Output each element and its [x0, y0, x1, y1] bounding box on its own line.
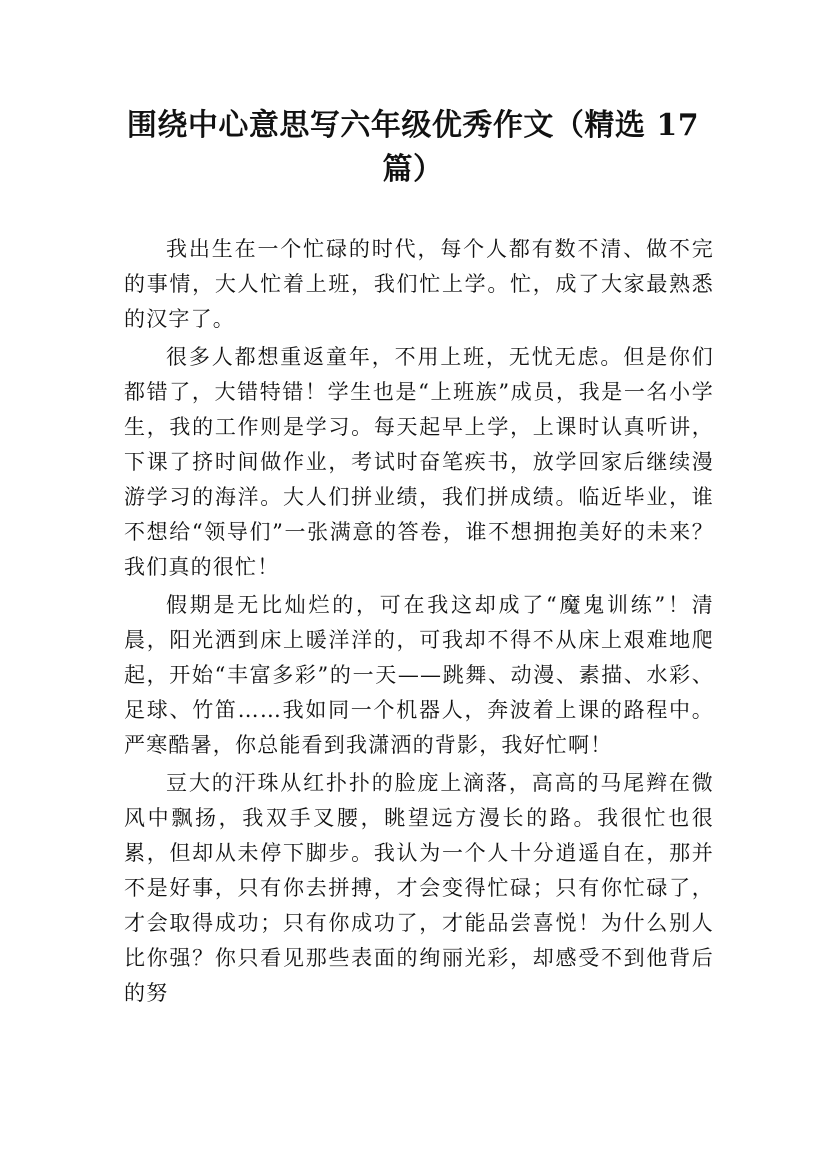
paragraph-1: 我出生在一个忙碌的时代，每个人都有数不清、做不完的事情，大人忙着上班，我们忙上学。忙，成了大家最熟悉的汉字了。	[124, 237, 714, 331]
paragraph-4: 豆大的汗珠从红扑扑的脸庞上滴落，高高的马尾辫在微风中飘扬，我双手叉腰，眺望远方漫长的路。我很忙也很累，但却从未停下脚步。我认为一个人十分逍遥自在，那并不是好事，只有你去拼搏，才会变得忙碌；只有你忙碌了，才会取得成功；只有你成功了，才能品尝喜悦！为什么别人比你强？你只看见那些表面的绚丽光彩，却感受不到他背后的努	[124, 771, 714, 1005]
paragraph-2: 很多人都想重返童年，不用上班，无忧无虑。但是你们都错了，大错特错！学生也是“上班族”成员，我是一名小学生，我的工作则是学习。每天起早上学，上课时认真听讲，下课了挤时间做作业，考试时奋笔疾书，放学回家后继续漫游学习的海洋。大人们拼业绩，我们拼成绩。临近毕业，谁不想给“领导们”一张满意的答卷，谁不想拥抱美好的未来？我们真的很忙！	[124, 345, 714, 579]
paragraph-3: 假期是无比灿烂的，可在我这却成了“魔鬼训练”！清晨，阳光洒到床上暖洋洋的，可我却不得不从床上艰难地爬起，开始“丰富多彩”的一天——跳舞、动漫、素描、水彩、足球、竹笛……我如同一个机器人，奔波着上课的路程中。严寒酷暑，你总能看到我潇洒的背影，我好忙啊！	[124, 593, 714, 757]
document-title: 围绕中心意思写六年级优秀作文（精选 17 篇）	[126, 108, 700, 187]
document-body	[124, 232, 714, 1014]
